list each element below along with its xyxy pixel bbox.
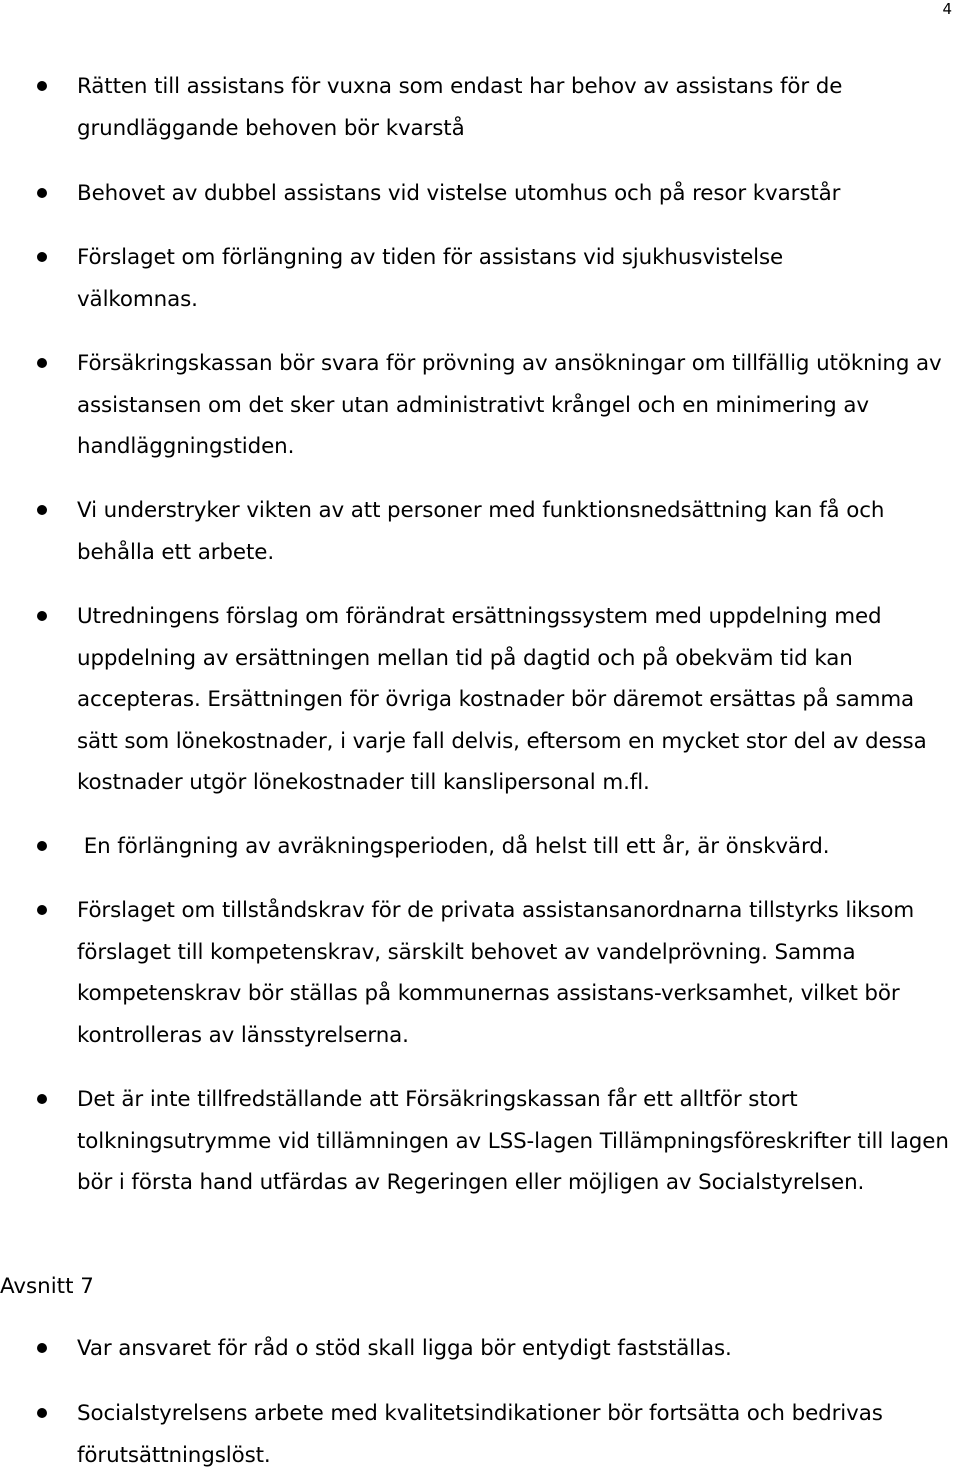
section-heading: Avsnitt 7: [0, 1274, 94, 1299]
list-item: [0, 1393, 960, 1476]
bullet-icon: [37, 1343, 47, 1353]
list-item-text: Var ansvaret för råd o stöd skall ligga bör entydigt fastställas.: [77, 1336, 732, 1361]
bullet-icon: [37, 188, 47, 198]
list-item-text: Förslaget om tillståndskrav för de privata assistansanordnarna tillstyrks liksom förslaget till kompetenskrav, särskilt behovet av vandelprövning. Samma kompetenskrav bör ställas på kommunernas assistans-verksamhet, vilket bör kontrolleras av länsstyrelserna.: [77, 898, 915, 1048]
bullet-icon: [37, 611, 47, 621]
bullet-icon: [37, 252, 47, 262]
list-item-text: Rätten till assistans för vuxna som endast har behov av assistans för de grundläggande behoven bör kvarstå: [77, 74, 843, 141]
list-item: [0, 826, 960, 868]
list-item-text: Socialstyrelsens arbete med kvalitetsindikationer bör fortsätta och bedrivas förutsättningslöst.: [77, 1401, 883, 1468]
list-item-text: Det är inte tillfredställande att Försäkringskassan får ett alltför stort tolkningsutrymme vid tillämningen av LSS-lagen Tillämpningsföreskrifter till lagen bör i första hand utfärdas av Regeringen eller möjligen av Socialstyrelsen.: [77, 1087, 949, 1195]
list-item: [0, 596, 960, 804]
list-item-text: Vi understryker vikten av att personer med funktionsnedsättning kan få och behålla ett arbete.: [77, 498, 885, 565]
bullet-icon: [37, 81, 47, 91]
list-item: [0, 490, 960, 573]
list-item: [0, 890, 960, 1056]
list-item: [0, 343, 960, 468]
bullet-icon: [37, 1094, 47, 1104]
list-item: [0, 66, 960, 149]
list-item-text: Behovet av dubbel assistans vid vistelse utomhus och på resor kvarstår: [77, 181, 841, 206]
list-item-text: Utredningens förslag om förändrat ersättningssystem med uppdelning med uppdelning av ersättningen mellan tid på dagtid och på obekväm tid kan accepteras. Ersättningen för övriga kostnader bör däremot ersättas på samma sätt som lönekostnader, i varje fall delvis, eftersom en mycket stor del av dessa kostnader utgör lönekostnader till kanslipersonal m.fl.: [77, 604, 927, 795]
bullet-icon: [37, 505, 47, 515]
bullet-icon: [37, 841, 47, 851]
list-item: [0, 173, 960, 215]
bullet-icon: [37, 905, 47, 915]
list-item: [0, 1079, 960, 1204]
list-item: [0, 237, 960, 320]
list-item-text: En förlängning av avräkningsperioden, då helst till ett år, är önskvärd.: [77, 834, 830, 859]
list-item-text: Försäkringskassan bör svara för prövning av ansökningar om tillfällig utökning av assistansen om det sker utan administrativt krångel och en minimering av handläggningstiden.: [77, 351, 942, 459]
page-number: 4: [942, 0, 952, 18]
list-item-text: Förslaget om förlängning av tiden för assistans vid sjukhusvistelse välkomnas.: [77, 245, 784, 312]
bullet-icon: [37, 358, 47, 368]
bullet-icon: [37, 1408, 47, 1418]
list-item: [0, 1328, 960, 1370]
